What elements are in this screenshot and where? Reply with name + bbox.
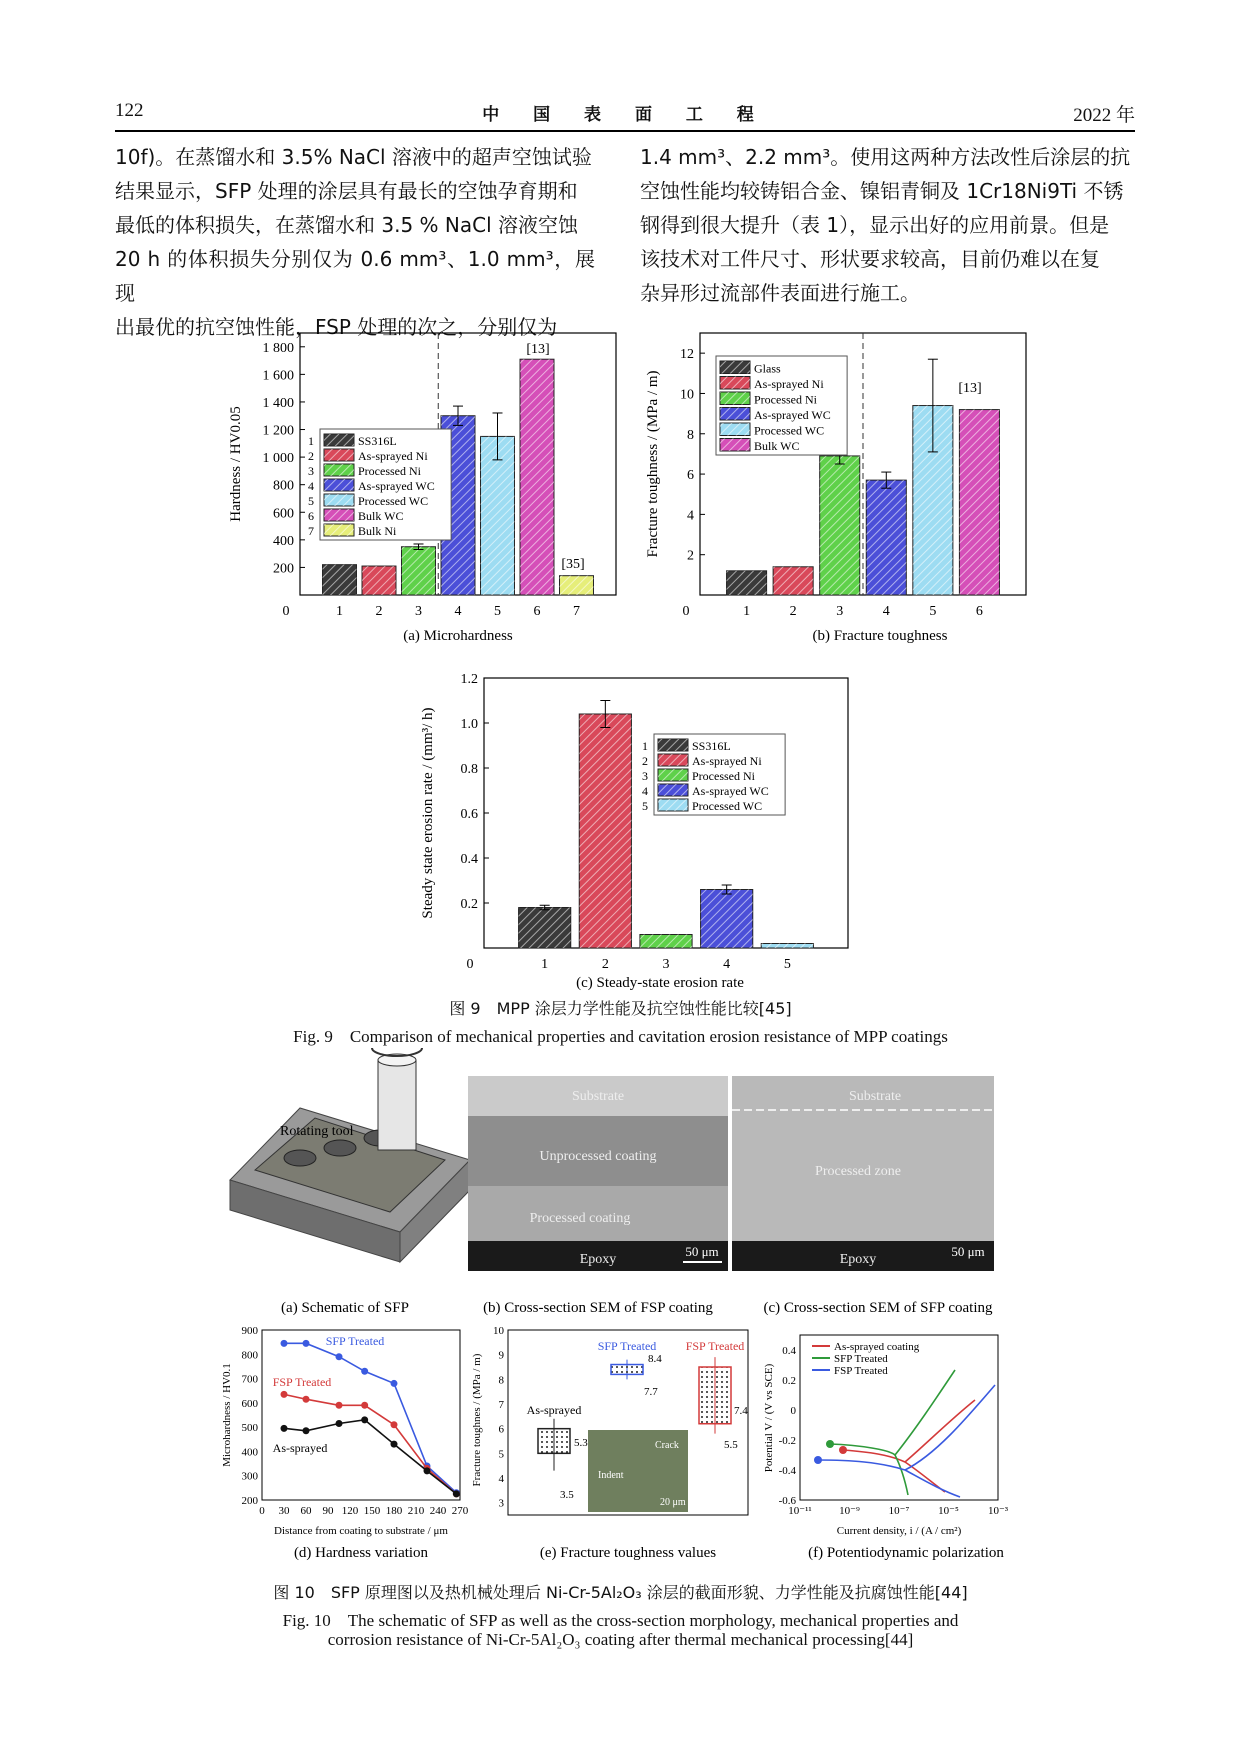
value-label: 7.7 [644, 1386, 658, 1398]
y-tick-label: 1 600 [262, 368, 294, 384]
x-tick-label: 30 [278, 1505, 290, 1517]
series-label: SFP Treated [325, 1334, 385, 1348]
sem-label: Substrate [571, 1089, 625, 1104]
y-tick-label: 900 [241, 1325, 258, 1337]
legend-label: Processed WC [358, 494, 429, 508]
bar-hatch [519, 908, 571, 949]
y-tick-label: 700 [241, 1373, 258, 1386]
annotation: [13] [958, 381, 982, 396]
y-tick-label: 0.2 [460, 897, 478, 912]
data-point [391, 1441, 398, 1448]
legend-number: 3 [642, 769, 648, 783]
y-tick-label: 800 [273, 478, 294, 494]
marker [839, 1446, 847, 1454]
text-line: 空蚀性能均较铸铝合金、镍铝青铜及 1Cr18Ni9Ti 不锈 [640, 179, 1124, 203]
subtitle: (a) Schematic of SFP [281, 1300, 409, 1316]
y-axis-label: Fracture toughness / (MPa / m) [645, 370, 661, 558]
data-point [303, 1427, 310, 1434]
x-tick-label: 1 [541, 957, 549, 972]
y-tick-label: 400 [273, 533, 294, 549]
y-tick-label: 5 [498, 1448, 504, 1461]
y-tick-label: 0.4 [782, 1345, 796, 1357]
data-point [281, 1425, 288, 1432]
x-tick-label: 4 [882, 604, 890, 619]
x-tick-label: 0 [282, 604, 290, 619]
text-line: 1.4 mm³、2.2 mm³。使用这两种方法改性后涂层的抗 [640, 145, 1131, 169]
x-tick-label: 3 [836, 604, 844, 619]
x-tick-label: 150 [363, 1505, 381, 1517]
series-line [284, 1343, 456, 1492]
y-tick-label: 4 [687, 508, 694, 524]
x-tick-label: 10⁻⁷ [888, 1505, 910, 1517]
rotating-tool-body [378, 1060, 416, 1150]
bar-hatch [773, 567, 813, 595]
legend-swatch-hatch [658, 754, 688, 766]
legend-swatch-hatch [720, 423, 750, 436]
value-label: 3.5 [560, 1489, 574, 1501]
x-tick-label: 5 [783, 957, 791, 972]
chart-fracture-toughness [645, 333, 1026, 644]
subtitle: (c) Steady-state erosion rate [576, 975, 744, 991]
x-tick-label: 1 [743, 604, 751, 619]
tool-label: Rotating tool [280, 1124, 354, 1139]
legend-label: Processed Ni [692, 769, 755, 783]
y-tick-label: 600 [273, 506, 294, 522]
x-tick-label: 3 [415, 604, 422, 619]
legend-label: Processed WC [692, 799, 763, 813]
y-tick-label: 200 [241, 1495, 258, 1507]
bar-hatch [701, 890, 753, 949]
text-line: 该技术对工件尺寸、形状要求较高，目前仍难以在复 [640, 247, 1100, 271]
sem-label: Processed coating [529, 1211, 631, 1226]
legend-label: Processed Ni [754, 392, 817, 407]
legend-swatch-hatch [720, 361, 750, 374]
legend-swatch-hatch [720, 439, 750, 452]
scale-bar-label: 50 μm [685, 1244, 719, 1259]
y-tick-label: 0.6 [460, 807, 478, 822]
sem-label: Epoxy [579, 1252, 617, 1267]
subtitle: (b) Fracture toughness [812, 628, 948, 644]
plot-frame [800, 1335, 998, 1500]
fig9-caption-en: Fig. 9 Comparison of mechanical properties and cavitation erosion resistance of MPP coatings [293, 1027, 948, 1046]
legend-label: FSP Treated [834, 1365, 888, 1377]
bar-hatch [402, 547, 436, 595]
subtitle: (b) Cross-section SEM of FSP coating [483, 1300, 713, 1316]
marker [814, 1456, 822, 1464]
y-tick-label: 1 400 [262, 395, 294, 411]
y-tick-label: 7 [498, 1399, 504, 1411]
data-point [424, 1467, 431, 1474]
box-label: SFP Treated [597, 1339, 657, 1353]
legend-label: SFP Treated [834, 1353, 888, 1365]
y-tick-label: 8 [687, 427, 694, 443]
y-tick-label: 6 [498, 1423, 504, 1436]
bar-hatch [520, 359, 554, 595]
data-point [336, 1353, 343, 1360]
chart-erosion-rate [420, 672, 848, 991]
subtitle: (e) Fracture toughness values [539, 1545, 717, 1561]
chart-polarization [763, 1335, 1009, 1561]
legend-swatch-hatch [324, 434, 354, 446]
scale-bar-label: 50 μm [951, 1244, 985, 1259]
fig9-caption-zh: 图 9 MPP 涂层力学性能及抗空蚀性能比较[45] [449, 999, 792, 1018]
y-tick-label: 200 [273, 561, 294, 577]
x-tick-label: 210 [407, 1505, 425, 1517]
fig10-caption-zh: 图 10 SFP 原理图以及热机械处理后 Ni-Cr-5Al₂O₃ 涂层的截面形貌、力学性能及抗腐蚀性能[44] [273, 1583, 968, 1602]
x-tick-label: 6 [533, 604, 541, 619]
x-tick-label: 0 [682, 604, 690, 619]
x-tick-label: 7 [573, 604, 580, 619]
data-point [281, 1340, 288, 1347]
legend-label: As-sprayed WC [754, 408, 831, 422]
chart-microhardness [228, 333, 616, 644]
y-tick-label: -0.4 [778, 1465, 796, 1477]
y-tick-label: 1.2 [460, 672, 478, 687]
text-line: 杂异形过流部件表面进行施工。 [640, 281, 920, 305]
bar-hatch [959, 410, 999, 595]
legend-swatch-hatch [324, 494, 354, 506]
subtitle: (f) Potentiodynamic polarization [808, 1545, 1004, 1561]
sem-label: Unprocessed coating [539, 1149, 657, 1164]
legend-label: As-sprayed WC [692, 784, 769, 798]
text-line: 10f)。在蒸馏水和 3.5% NaCl 溶液中的超声空蚀试验 [115, 145, 592, 169]
legend-label: As-sprayed coating [834, 1341, 920, 1353]
legend-number: 2 [308, 449, 314, 463]
legend-swatch-hatch [720, 392, 750, 405]
y-tick-label: 800 [241, 1349, 258, 1362]
page-number: 122 [115, 100, 144, 121]
curve-sfp [830, 1370, 955, 1495]
data-point [391, 1380, 398, 1387]
legend-label: Glass [754, 361, 781, 376]
series-label: As-sprayed [272, 1441, 328, 1455]
x-tick-label: 5 [929, 604, 937, 619]
y-tick-label: 1 000 [262, 451, 294, 467]
y-tick-label: 3 [498, 1497, 504, 1510]
bar-hatch [727, 571, 767, 595]
data-point [303, 1340, 310, 1347]
legend-swatch-hatch [658, 784, 688, 796]
data-point [336, 1420, 343, 1427]
processed-hole [324, 1140, 356, 1156]
sem-sfp [732, 1076, 994, 1316]
x-tick-label: 4 [454, 604, 462, 619]
y-tick-label: 2 [687, 548, 694, 564]
y-tick-label: 500 [241, 1422, 258, 1435]
x-tick-label: 10⁻⁵ [938, 1505, 959, 1517]
legend-number: 2 [642, 754, 648, 768]
y-tick-label: 0.8 [460, 762, 478, 777]
y-tick-label: 0.2 [782, 1375, 796, 1387]
y-tick-label: 600 [241, 1397, 258, 1410]
data-point [361, 1402, 368, 1409]
x-tick-label: 5 [494, 604, 501, 619]
y-tick-label: -0.6 [778, 1495, 796, 1507]
chart-hardness-variation [221, 1325, 469, 1561]
legend-label: Bulk WC [754, 439, 800, 453]
fig10-caption-en-2: corrosion resistance of Ni-Cr-5Al₂O₃ coating after thermal mechanical processing[44] [327, 1630, 914, 1649]
bar-hatch [761, 944, 813, 949]
bar-hatch [866, 480, 906, 595]
annotation: [35] [561, 557, 585, 572]
bar-hatch [640, 935, 692, 949]
micrograph-label: Indent [598, 1470, 624, 1481]
x-tick-label: 10⁻⁹ [839, 1505, 860, 1517]
x-tick-label: 0 [259, 1505, 265, 1517]
legend-number: 1 [642, 739, 648, 753]
y-tick-label: 400 [241, 1446, 258, 1459]
y-tick-label: 10 [493, 1325, 504, 1337]
fig10-caption-en-1: Fig. 10 The schematic of SFP as well as the cross-section morphology, mechanical properties and [282, 1611, 959, 1630]
bar-hatch [323, 565, 357, 595]
y-tick-label: -0.2 [778, 1435, 796, 1447]
y-tick-label: 10 [680, 387, 694, 403]
sfp-box [611, 1365, 643, 1375]
bar-hatch [362, 566, 396, 595]
x-tick-label: 90 [322, 1505, 334, 1517]
x-axis-label: Current density, i / (A / cm²) [836, 1525, 962, 1537]
fsp-box [699, 1367, 731, 1424]
legend-label: As-sprayed Ni [754, 377, 824, 391]
x-tick-label: 1 [336, 604, 343, 619]
annotation: [13] [526, 342, 550, 357]
sem-label: Epoxy [839, 1252, 877, 1267]
micrograph-label: 20 μm [660, 1497, 686, 1508]
legend-swatch-hatch [324, 479, 354, 491]
data-point [336, 1402, 343, 1409]
bar-hatch [820, 456, 860, 595]
legend-label: Processed WC [754, 423, 825, 438]
legend-number: 3 [308, 464, 314, 478]
y-tick-label: 6 [687, 468, 694, 484]
y-axis-label: Steady state erosion rate / (mm³/ h) [420, 707, 436, 919]
legend-number: 4 [642, 784, 648, 798]
legend-number: 1 [308, 434, 314, 448]
value-label: 7.4 [734, 1405, 748, 1417]
legend-label: SS316L [692, 739, 731, 753]
y-tick-label: 4 [498, 1473, 504, 1485]
x-tick-label: 3 [662, 957, 670, 972]
data-point [391, 1421, 398, 1428]
y-tick-label: 1.0 [460, 717, 478, 732]
as-sprayed-box [538, 1429, 570, 1454]
legend-label: As-sprayed Ni [358, 449, 428, 463]
x-tick-label: 120 [341, 1505, 359, 1517]
journal-name: 中 国 表 面 工 程 [482, 105, 768, 125]
legend-number: 5 [308, 494, 314, 508]
year: 2022 年 [1073, 105, 1135, 126]
marker [826, 1440, 834, 1448]
sem-label: Processed zone [815, 1164, 901, 1179]
micrograph-label: Crack [655, 1440, 679, 1451]
data-point [303, 1396, 310, 1403]
subtitle: (d) Hardness variation [293, 1545, 429, 1561]
x-tick-label: 60 [300, 1505, 312, 1517]
sfp-schematic [230, 1048, 470, 1316]
legend-label: As-sprayed WC [358, 479, 435, 493]
legend-swatch-hatch [658, 799, 688, 811]
legend-swatch-hatch [324, 524, 354, 536]
y-tick-label: 0 [790, 1405, 796, 1417]
x-tick-label: 270 [451, 1505, 469, 1517]
y-axis-label: Potential V / (V vs SCE) [763, 1363, 775, 1473]
legend-number: 5 [642, 799, 648, 813]
legend-number: 4 [308, 479, 314, 493]
legend-swatch-hatch [324, 509, 354, 521]
x-tick-label: 0 [466, 957, 474, 972]
x-tick-label: 180 [385, 1505, 403, 1517]
series-line [284, 1420, 456, 1494]
legend-swatch-hatch [658, 739, 688, 751]
legend-swatch-hatch [324, 449, 354, 461]
x-tick-label: 240 [429, 1505, 447, 1517]
text-line: 钢得到很大提升（表 1），显示出好的应用前景。但是 [640, 213, 1110, 237]
text-line: 最低的体积损失，在蒸馏水和 3.5 % NaCl 溶液空蚀 [115, 213, 578, 237]
data-point [361, 1368, 368, 1375]
series-label: FSP Treated [272, 1375, 332, 1389]
y-tick-label: 1 800 [262, 340, 294, 356]
x-tick-label: 6 [975, 604, 983, 619]
y-axis-label: Hardness / HV0.05 [228, 406, 244, 522]
legend-label: Bulk WC [358, 509, 404, 523]
legend-swatch-hatch [720, 377, 750, 390]
value-label: 8.4 [648, 1353, 662, 1365]
x-tick-label: 2 [789, 604, 797, 619]
data-point [453, 1490, 460, 1497]
bar-hatch [579, 714, 631, 948]
legend-number: 6 [308, 509, 314, 523]
text-line: 20 h 的体积损失分别仅为 0.6 mm³、1.0 mm³，展现 [115, 247, 595, 305]
y-tick-label: 300 [241, 1470, 258, 1483]
data-point [281, 1391, 288, 1398]
processed-hole [284, 1150, 316, 1166]
box-label: FSP Treated [685, 1339, 745, 1353]
text-line: 结果显示，SFP 处理的涂层具有最长的空蚀孕育期和 [115, 179, 578, 203]
value-label: 5.3 [574, 1437, 588, 1449]
subtitle: (c) Cross-section SEM of SFP coating [763, 1300, 993, 1316]
legend-label: Processed Ni [358, 464, 421, 478]
y-tick-label: 0.4 [460, 852, 478, 867]
value-label: 5.5 [724, 1439, 738, 1451]
legend-swatch-hatch [720, 408, 750, 421]
box-label: As-sprayed [526, 1403, 582, 1417]
y-tick-label: 9 [498, 1349, 504, 1362]
bar-hatch [560, 576, 594, 595]
y-tick-label: 1 200 [262, 423, 294, 439]
chart-fracture-toughness-values [471, 1325, 748, 1561]
subtitle: (a) Microhardness [403, 628, 513, 644]
legend-label: SS316L [358, 434, 397, 448]
legend-number: 7 [308, 524, 314, 538]
x-tick-label: 2 [375, 604, 383, 619]
legend-label: Bulk Ni [358, 524, 397, 538]
text-line: 出最优的抗空蚀性能，FSP 处理的次之，分别仅为 [115, 315, 558, 339]
sem-fsp [468, 1076, 728, 1316]
sem-label: Substrate [848, 1089, 902, 1104]
x-tick-label: 2 [601, 957, 609, 972]
x-tick-label: 10⁻¹¹ [788, 1505, 812, 1517]
x-tick-label: 10⁻³ [987, 1505, 1009, 1517]
legend-swatch-hatch [324, 464, 354, 476]
plot-frame [262, 1330, 460, 1500]
y-axis-label: Microhardness / HV0.1 [221, 1363, 233, 1467]
x-tick-label: 4 [723, 957, 731, 972]
x-axis-label: Distance from coating to substrate / μm [274, 1525, 448, 1537]
legend-swatch-hatch [658, 769, 688, 781]
y-tick-label: 8 [498, 1374, 504, 1387]
y-axis-label: Fracture toughnes / (MPa / m) [471, 1353, 483, 1487]
legend-label: As-sprayed Ni [692, 754, 762, 768]
y-tick-label: 12 [680, 347, 694, 363]
data-point [361, 1416, 368, 1423]
